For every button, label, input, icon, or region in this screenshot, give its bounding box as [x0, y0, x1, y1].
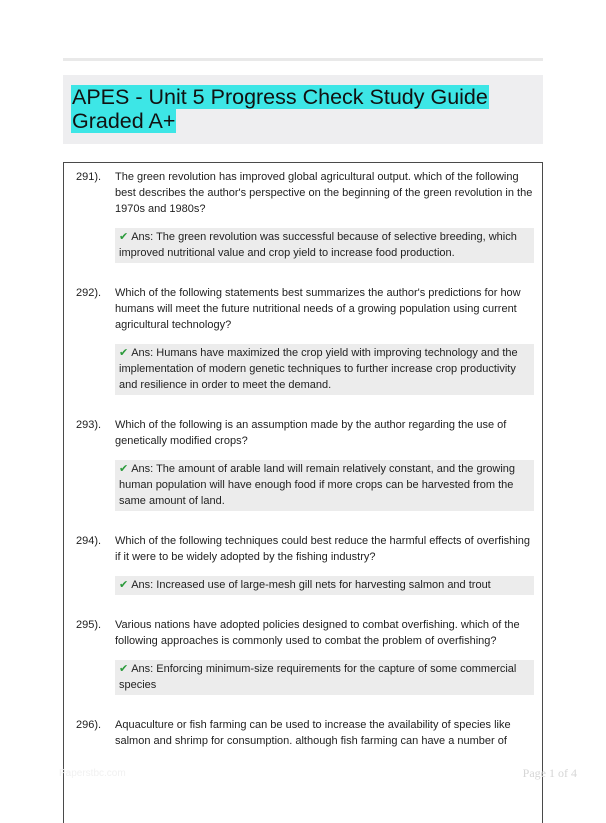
qa-container: [63, 162, 543, 823]
check-icon: ✔: [119, 463, 129, 475]
question-number: 295).: [76, 619, 102, 631]
answer-box: [115, 344, 534, 395]
question-text: Which of the following statements best summarizes the author's predictions for how humans will meet the future nutritional needs of a growing population using current agricultural technology?: [115, 287, 521, 331]
qa-item: [64, 169, 542, 263]
check-icon: ✔: [119, 579, 129, 591]
watermark: Paperstbc.com: [59, 768, 126, 779]
qa-item: [64, 417, 542, 511]
check-icon: ✔: [119, 347, 129, 359]
answer-text: Ans: The green revolution was successful because of selective breeding, which improved nutritional value and crop yield to increase food production.: [119, 231, 517, 259]
question-number: 292).: [76, 287, 102, 299]
page-number: Page 1 of 4: [522, 766, 577, 780]
question-text: Which of the following is an assumption made by the author regarding the use of genetically modified crops?: [115, 419, 507, 447]
answer-text: Ans: Enforcing minimum-size requirements for the capture of some commercial species: [119, 663, 517, 691]
question-number: 294).: [76, 535, 102, 547]
document-title: [71, 85, 531, 133]
top-divider: [63, 58, 543, 61]
qa-item: [64, 617, 542, 695]
document-title-text: APES - Unit 5 Progress Check Study Guide Graded A+: [72, 85, 488, 133]
check-icon: ✔: [119, 663, 129, 675]
answer-box: [115, 460, 534, 511]
answer-text: Ans: The amount of arable land will remain relatively constant, and the growing human population will have enough food if more crops can be harvested from the same amount of land.: [119, 463, 516, 507]
question-text: Which of the following techniques could best reduce the harmful effects of overfishing if it were to be widely adopted by the fishing industry?: [115, 535, 530, 563]
question-number: 296).: [76, 719, 102, 731]
qa-item: [64, 285, 542, 395]
qa-item: [64, 533, 542, 595]
answer-box: [115, 228, 534, 263]
qa-list: [64, 169, 542, 749]
question-text: The green revolution has improved global agricultural output. which of the following best describes the author's perspective on the beginning of the green revolution in the 1970s and 1980s?: [115, 171, 533, 215]
answer-text: Ans: Humans have maximized the crop yield with improving technology and the implementation of modern genetic techniques to further increase crop productivity and resilience in order to meet the demand.: [119, 347, 518, 391]
answer-box: [115, 660, 534, 695]
question-text: Various nations have adopted policies designed to combat overfishing. which of the following approaches is commonly used to combat the problem of overfishing?: [115, 619, 520, 647]
answer-box: [115, 576, 534, 595]
title-banner: [63, 75, 543, 144]
check-icon: ✔: [119, 231, 129, 243]
question-number: 293).: [76, 419, 102, 431]
answer-text: Ans: Increased use of large-mesh gill nets for harvesting salmon and trout: [131, 579, 491, 591]
qa-item: [64, 717, 542, 749]
question-number: 291).: [76, 171, 102, 183]
question-text: Aquaculture or fish farming can be used to increase the availability of species like salmon and shrimp for consumption. although fish farming can have a number of: [115, 719, 511, 747]
